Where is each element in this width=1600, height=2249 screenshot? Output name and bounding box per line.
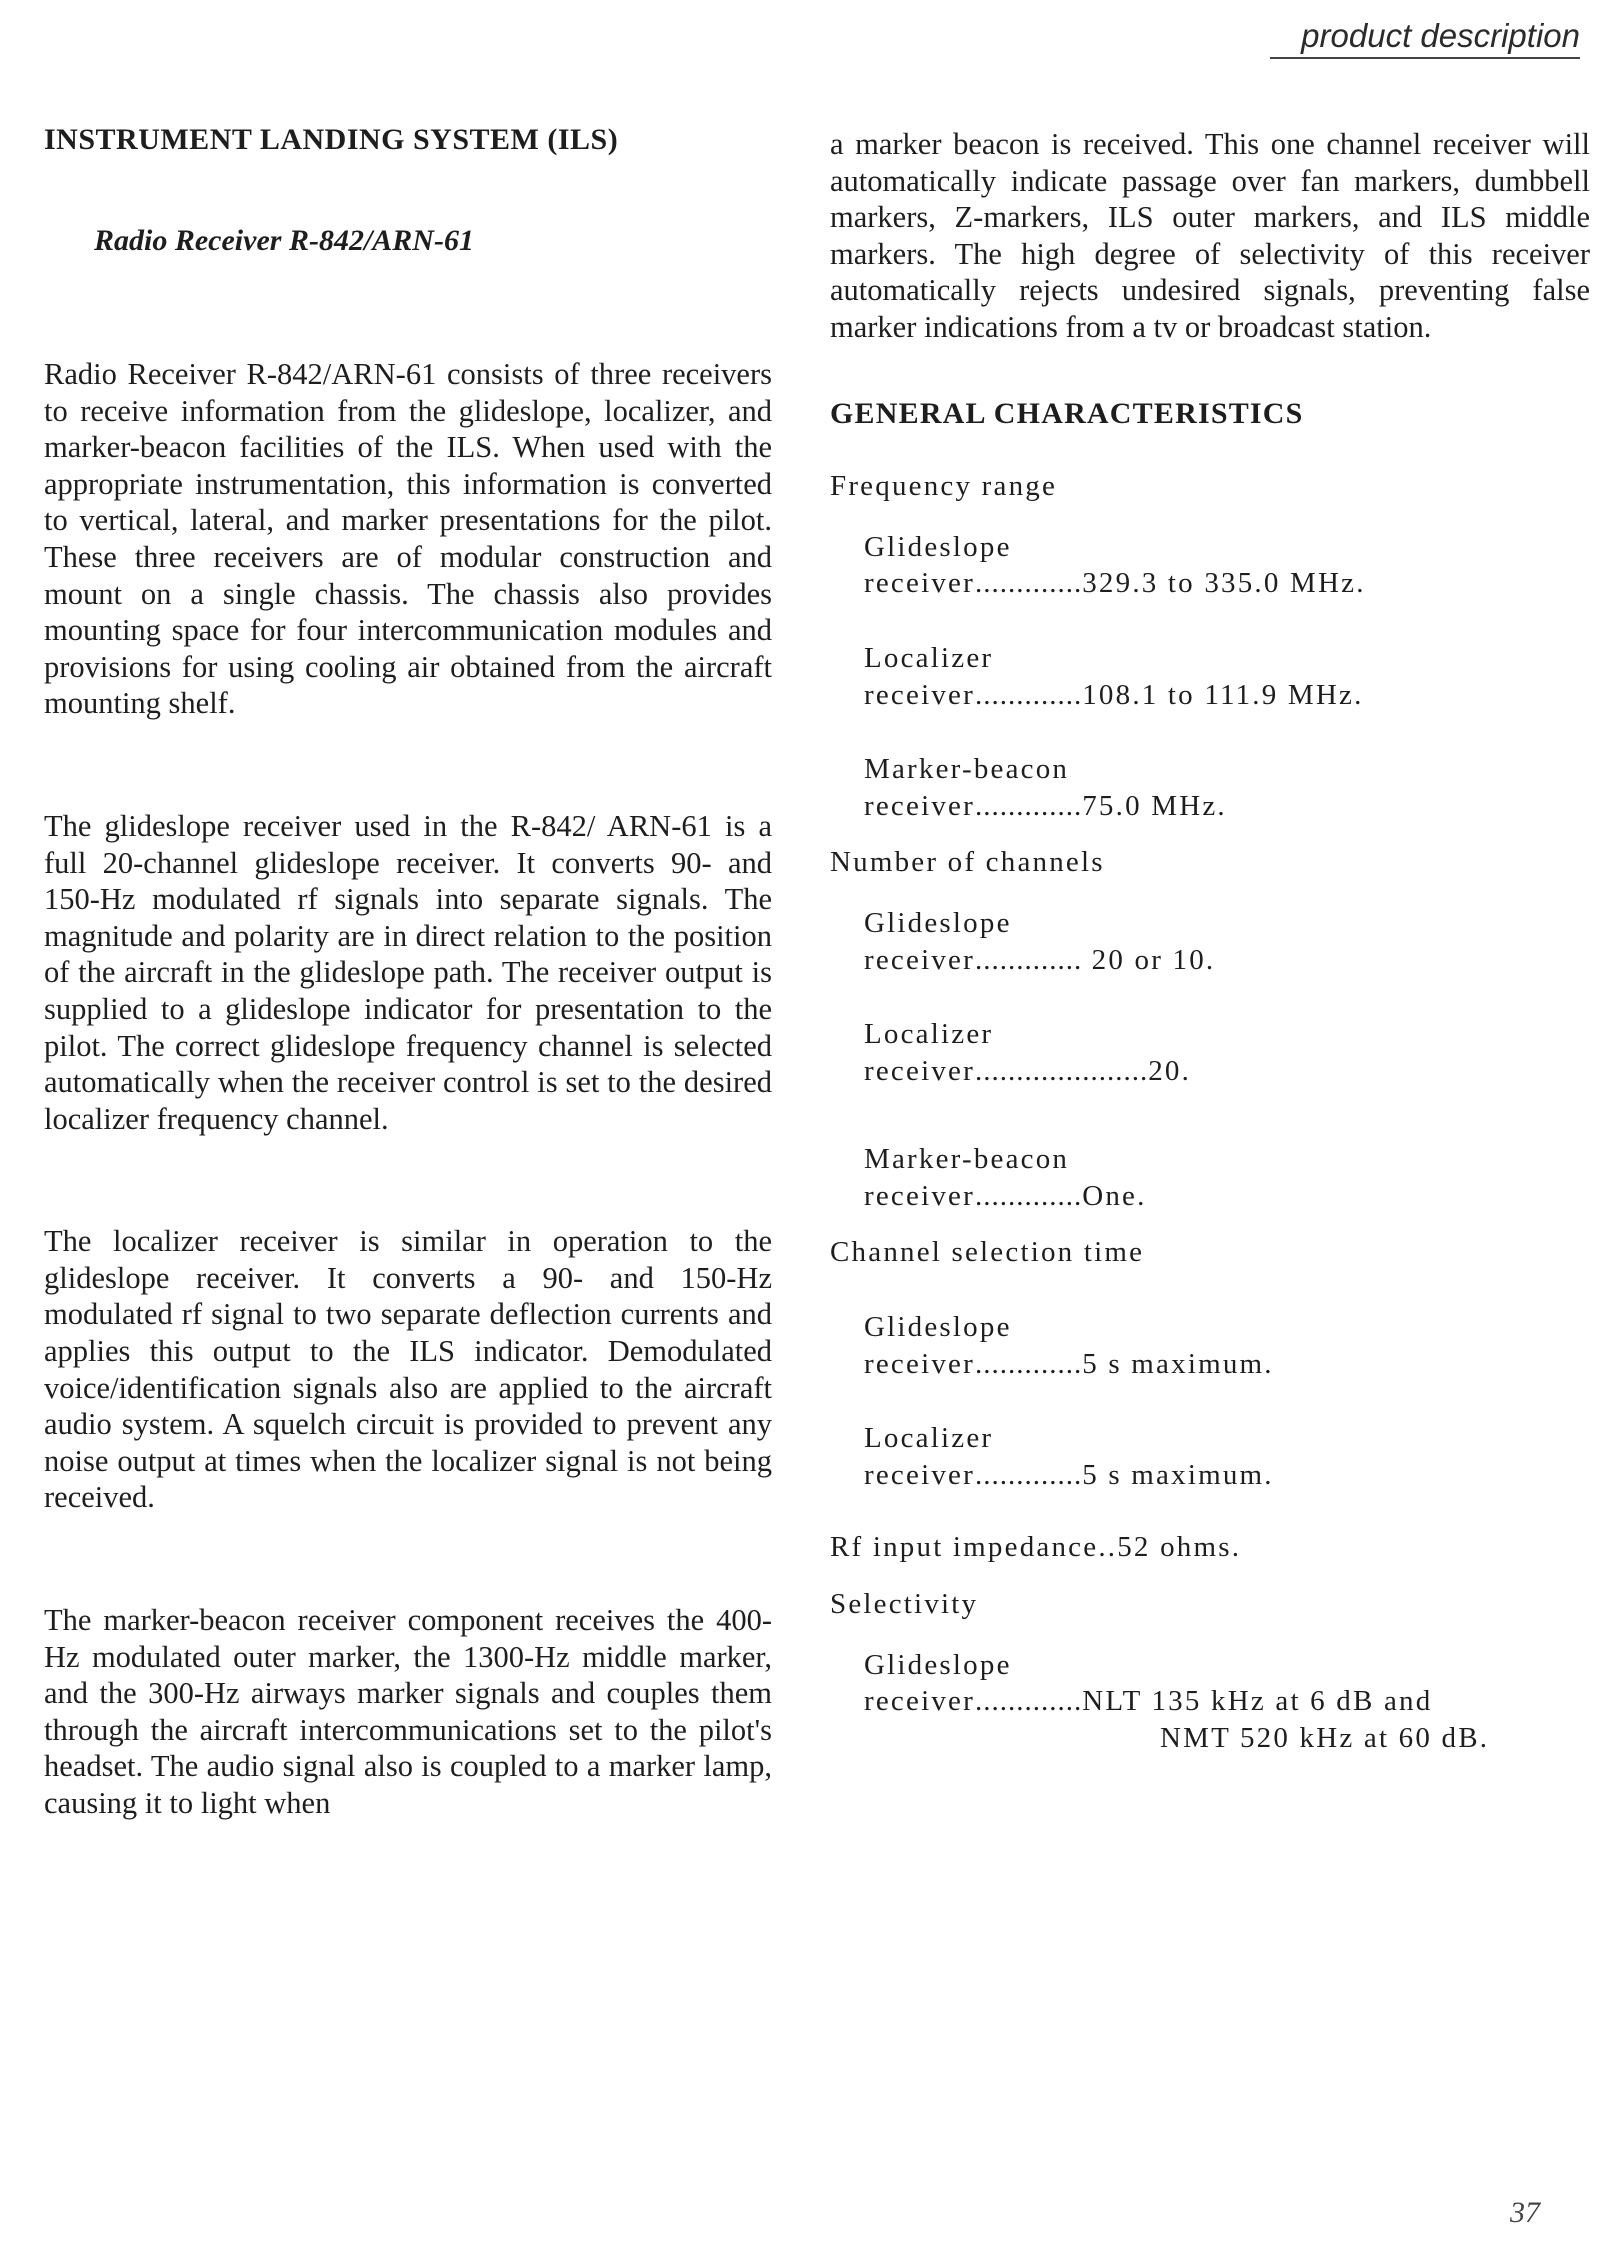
- running-header: product description: [1270, 18, 1580, 59]
- spec-label: Glideslope: [864, 1311, 1012, 1344]
- leader-dots: .............: [974, 567, 1083, 600]
- leader-dots: .............: [974, 1179, 1083, 1212]
- page-number: 37: [1510, 2196, 1540, 2229]
- spec-lead: receiver: [864, 567, 975, 600]
- spec-label: Localizer: [864, 1422, 994, 1455]
- spec-lead: receiver: [864, 1685, 975, 1718]
- spec-rf-input: [830, 1529, 1590, 1566]
- body-paragraph: Radio Receiver R-842/ARN-61 consists of three receivers to receive information from the glideslope, localizer, and marker-beacon facilities of the ILS. When used with the appropriate instrumentation, this information is converted to vertical, lateral, and marker presentations for the pilot. These three receivers are of modular construction and mount on a single chassis. The chassis also provides mounting space for four intercommunication modules and provisions for using cooling air obtained from the aircraft mounting shelf.: [44, 357, 772, 721]
- leader-dots: ..: [1098, 1531, 1118, 1564]
- spec-lead: Rf input impedance: [830, 1531, 1099, 1564]
- spec-label: Marker-beacon: [864, 1143, 1070, 1176]
- spec-item: [830, 1309, 1590, 1382]
- spec-value-line: [864, 677, 1590, 714]
- spec-value: One.: [1082, 1179, 1147, 1212]
- spec-group-title: Channel selection time: [830, 1236, 1145, 1269]
- spec-value-line: [864, 1457, 1590, 1494]
- leader-dots: .............: [974, 1685, 1083, 1718]
- spec-value: 75.0 MHz.: [1082, 789, 1227, 822]
- spec-label: Glideslope: [864, 530, 1012, 563]
- page-title: INSTRUMENT LANDING SYSTEM (ILS): [44, 123, 619, 156]
- spec-label: Glideslope: [864, 906, 1012, 939]
- spec-label: Glideslope: [864, 1648, 1012, 1681]
- leader-dots: .............: [974, 789, 1083, 822]
- spec-value: NLT 135 kHz at 6 dB and: [1082, 1685, 1433, 1718]
- spec-value: 52 ohms.: [1117, 1531, 1242, 1564]
- spec-group-selectivity: [830, 1586, 1590, 1756]
- left-column: [44, 120, 772, 1822]
- spec-item: [830, 1420, 1590, 1493]
- spec-lead: receiver: [864, 678, 975, 711]
- spec-lead: receiver: [864, 1054, 975, 1087]
- leader-dots: .............: [974, 943, 1083, 976]
- spec-value-line: [864, 1178, 1590, 1215]
- spec-item: [830, 1647, 1590, 1757]
- body-paragraph: The marker-beacon receiver component receives the 400-Hz modulated outer marker, the 1300-Hz middle marker, and the 300-Hz airways marker signals and couples them through the aircraft intercommunications set to the pilot's headset. The audio signal also is coupled to a marker lamp, causing it to light when: [44, 1603, 772, 1820]
- spec-label: Localizer: [864, 1018, 994, 1051]
- spec-value-continued: NMT 520 kHz at 60 dB.: [1160, 1721, 1490, 1754]
- characteristics-heading: GENERAL CHARACTERISTICS: [830, 396, 1304, 430]
- spec-value: 20.: [1148, 1054, 1192, 1087]
- spec-value: 20 or 10.: [1082, 943, 1216, 976]
- spec-lead: receiver: [864, 789, 975, 822]
- spec-value-line: [864, 788, 1590, 825]
- spec-value-line: [864, 565, 1590, 602]
- spec-item: [830, 529, 1590, 602]
- body-paragraph: The localizer receiver is similar in operation to the glideslope receiver. It converts a 90- and 150-Hz modulated rf signal to two separate deflection currents and applies this output to the ILS indicator. Demodulated voice/identification signals also are applied to the aircraft audio system. A squelch circuit is provided to prevent any noise output at times when the localizer signal is not being received.: [44, 1224, 772, 1515]
- leader-dots: .............: [974, 678, 1083, 711]
- spec-group-frequency: [830, 468, 1590, 824]
- spec-item: [830, 1141, 1590, 1214]
- spec-lead: receiver: [864, 1347, 975, 1380]
- body-paragraph: The glideslope receiver used in the R-842/ ARN-61 is a full 20-channel glideslope receiver. It converts 90- and 150-Hz modulated rf signals into separate signals. The magnitude and polarity are in direct relation to the position of the aircraft in the glideslope path. The receiver output is supplied to a glideslope indicator for presentation to the pilot. The correct glideslope frequency channel is selected automatically when the receiver control is set to the desired localizer frequency channel.: [44, 808, 772, 1136]
- spec-group-title: Frequency range: [830, 470, 1058, 503]
- spec-value: 329.3 to 335.0 MHz.: [1082, 567, 1366, 600]
- spec-value-line: [864, 1053, 1590, 1090]
- spec-value-line: [864, 1346, 1590, 1383]
- spec-group-selection-time: [830, 1234, 1590, 1493]
- spec-group-title: Number of channels: [830, 846, 1105, 879]
- spec-value: 5 s maximum.: [1082, 1347, 1274, 1380]
- spec-value: 108.1 to 111.9 MHz.: [1082, 678, 1364, 711]
- spec-lead: receiver: [864, 943, 975, 976]
- spec-item: [830, 751, 1590, 824]
- spec-item: [830, 905, 1590, 978]
- leader-dots: .............: [974, 1458, 1083, 1491]
- spec-lead: receiver: [864, 1458, 975, 1491]
- spec-label: Marker-beacon: [864, 753, 1070, 786]
- spec-lead: receiver: [864, 1179, 975, 1212]
- right-column: [830, 126, 1590, 1756]
- leader-dots: .....................: [974, 1054, 1149, 1087]
- spec-group-title: Selectivity: [830, 1588, 979, 1621]
- leader-dots: .............: [974, 1347, 1083, 1380]
- spec-item: [830, 1016, 1590, 1089]
- spec-value: 5 s maximum.: [1082, 1458, 1274, 1491]
- spec-label: Localizer: [864, 641, 994, 674]
- section-subtitle: Radio Receiver R-842/ARN-61: [94, 224, 474, 257]
- spec-value-line: [864, 1683, 1590, 1720]
- continued-paragraph: a marker beacon is received. This one channel receiver will automatically indicate passage over fan markers, dumbbell markers, Z-markers, ILS outer markers, and ILS middle markers. The high degree of selectivity of this receiver automatically rejects undesired signals, preventing false marker indications from a tv or broadcast station.: [830, 127, 1590, 344]
- spec-value-line: [864, 942, 1590, 979]
- spec-item: [830, 640, 1590, 713]
- spec-group-channels: [830, 844, 1590, 1214]
